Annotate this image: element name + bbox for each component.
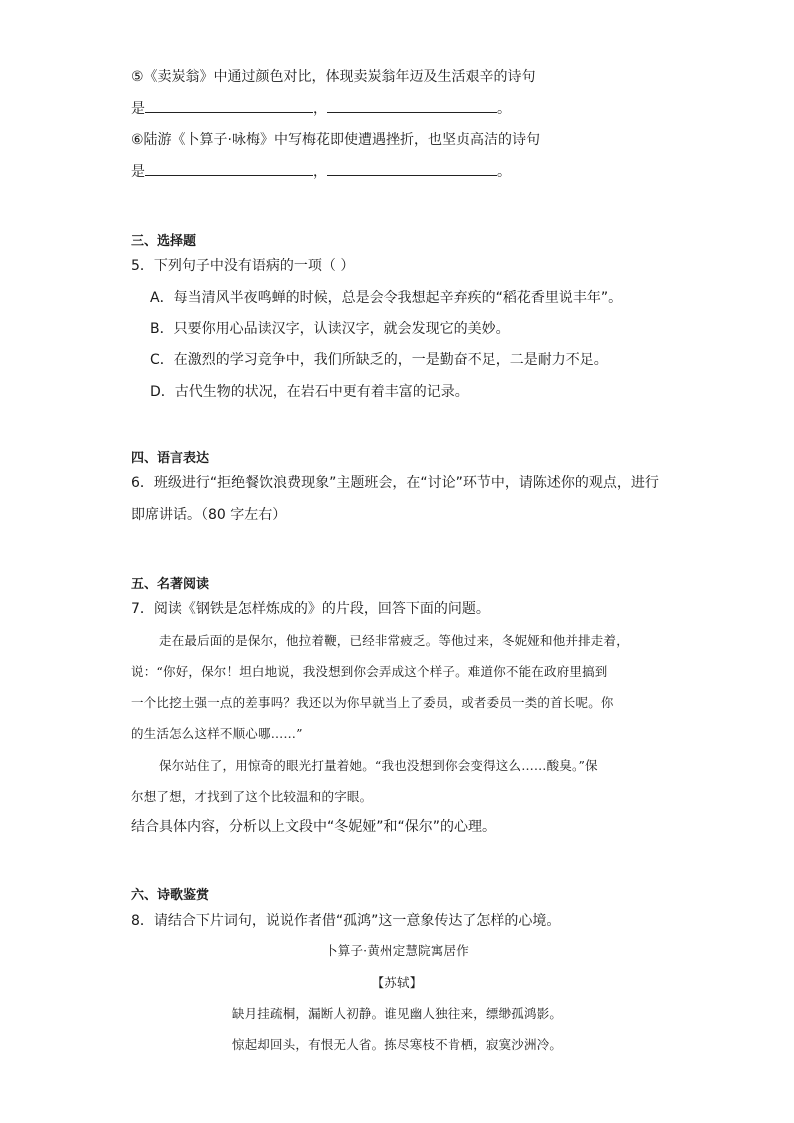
q7-task: 结合具体内容，分析以上文段中“冬妮娅”和“保尔”的心理。 — [131, 819, 497, 835]
q4-item5-prompt: ⑤《卖炭翁》中通过颜色对比，体现卖炭翁年迈及生活艰辛的诗句 — [131, 69, 536, 85]
q4-item6-end: 。 — [497, 164, 511, 180]
q4-item5-blank-2[interactable] — [327, 98, 497, 113]
q4-item5-end: 。 — [497, 101, 511, 117]
poem-author: 【苏轼】 — [371, 975, 423, 990]
q4-item6-blank-2[interactable] — [327, 161, 497, 176]
q4-item6-answer-row — [131, 161, 511, 181]
q4-item6-comma: ， — [313, 164, 327, 180]
q6-line-2: 即席讲话。（80 字左右） — [131, 507, 287, 523]
q7-passage-line-4: 的生活怎么这样不顺心哪……” — [131, 726, 303, 741]
q4-item5-blank-1[interactable] — [145, 98, 313, 113]
poem-title: 卜算子·黄州定慧院寓居作 — [325, 943, 469, 958]
q7-passage-line-6: 尔想了想，才找到了这个比较温和的字眼。 — [131, 789, 373, 804]
q5-option-a[interactable]: A．每当清风半夜鸣蝉的时候，总是会令我想起辛弃疾的“稻花香里说丰年”。 — [150, 290, 623, 306]
poem-line-2: 惊起却回头，有恨无人省。拣尽寒枝不肯栖，寂寞沙洲冷。 — [231, 1037, 563, 1052]
q7-passage-line-2: 说：“你好，保尔！坦白地说，我没想到你会弄成这个样子。难道你不能在政府里搞到 — [131, 664, 608, 679]
q6-line-1: 6．班级进行“拒绝餐饮浪费现象”主题班会，在“讨论”环节中，请陈述你的观点，进行 — [131, 475, 659, 491]
q4-item6-shi: 是 — [131, 164, 145, 180]
q5-question: 5．下列句子中没有语病的一项（ ） — [131, 258, 355, 274]
q5-option-d[interactable]: D．古代生物的状况，在岩石中更有着丰富的记录。 — [150, 384, 469, 400]
section-3-heading: 三、选择题 — [131, 234, 197, 249]
q5-option-c[interactable]: C．在激烈的学习竞争中，我们所缺乏的，一是勤奋不足，二是耐力不足。 — [150, 352, 608, 368]
q7-question: 7．阅读《钢铁是怎样炼成的》的片段，回答下面的问题。 — [131, 601, 490, 617]
section-5-heading: 五、名著阅读 — [131, 577, 210, 592]
section-4-heading: 四、语言表达 — [131, 451, 210, 466]
poem-line-1: 缺月挂疏桐，漏断人初静。谁见幽人独往来，缥缈孤鸿影。 — [231, 1006, 563, 1021]
q7-passage-line-1: 走在最后面的是保尔，他拉着鞭，已经非常疲乏。等他过来，冬妮娅和他并排走着， — [159, 633, 629, 648]
q4-item5-shi: 是 — [131, 101, 145, 117]
q8-question: 8．请结合下片词句，说说作者借“孤鸿”这一意象传达了怎样的心境。 — [131, 913, 561, 929]
q4-item5-comma: ， — [313, 101, 327, 117]
q4-item6-prompt: ⑥陆游《卜算子·咏梅》中写梅花即使遭遇挫折，也坚贞高洁的诗句 — [131, 132, 540, 148]
q7-passage-line-3: 一个比挖土强一点的差事吗？我还以为你早就当上了委员，或者委员一类的首长呢。你 — [131, 695, 614, 710]
q4-item5-answer-row — [131, 98, 511, 118]
section-6-heading: 六、诗歌鉴赏 — [131, 888, 210, 903]
q7-passage-line-5: 保尔站住了，用惊奇的眼光打量着她。“我也没想到你会变得这么……酸臭。”保 — [159, 758, 598, 773]
q4-item6-blank-1[interactable] — [145, 161, 313, 176]
q5-option-b[interactable]: B．只要你用心品读汉字，认读汉字，就会发现它的美妙。 — [150, 321, 510, 337]
